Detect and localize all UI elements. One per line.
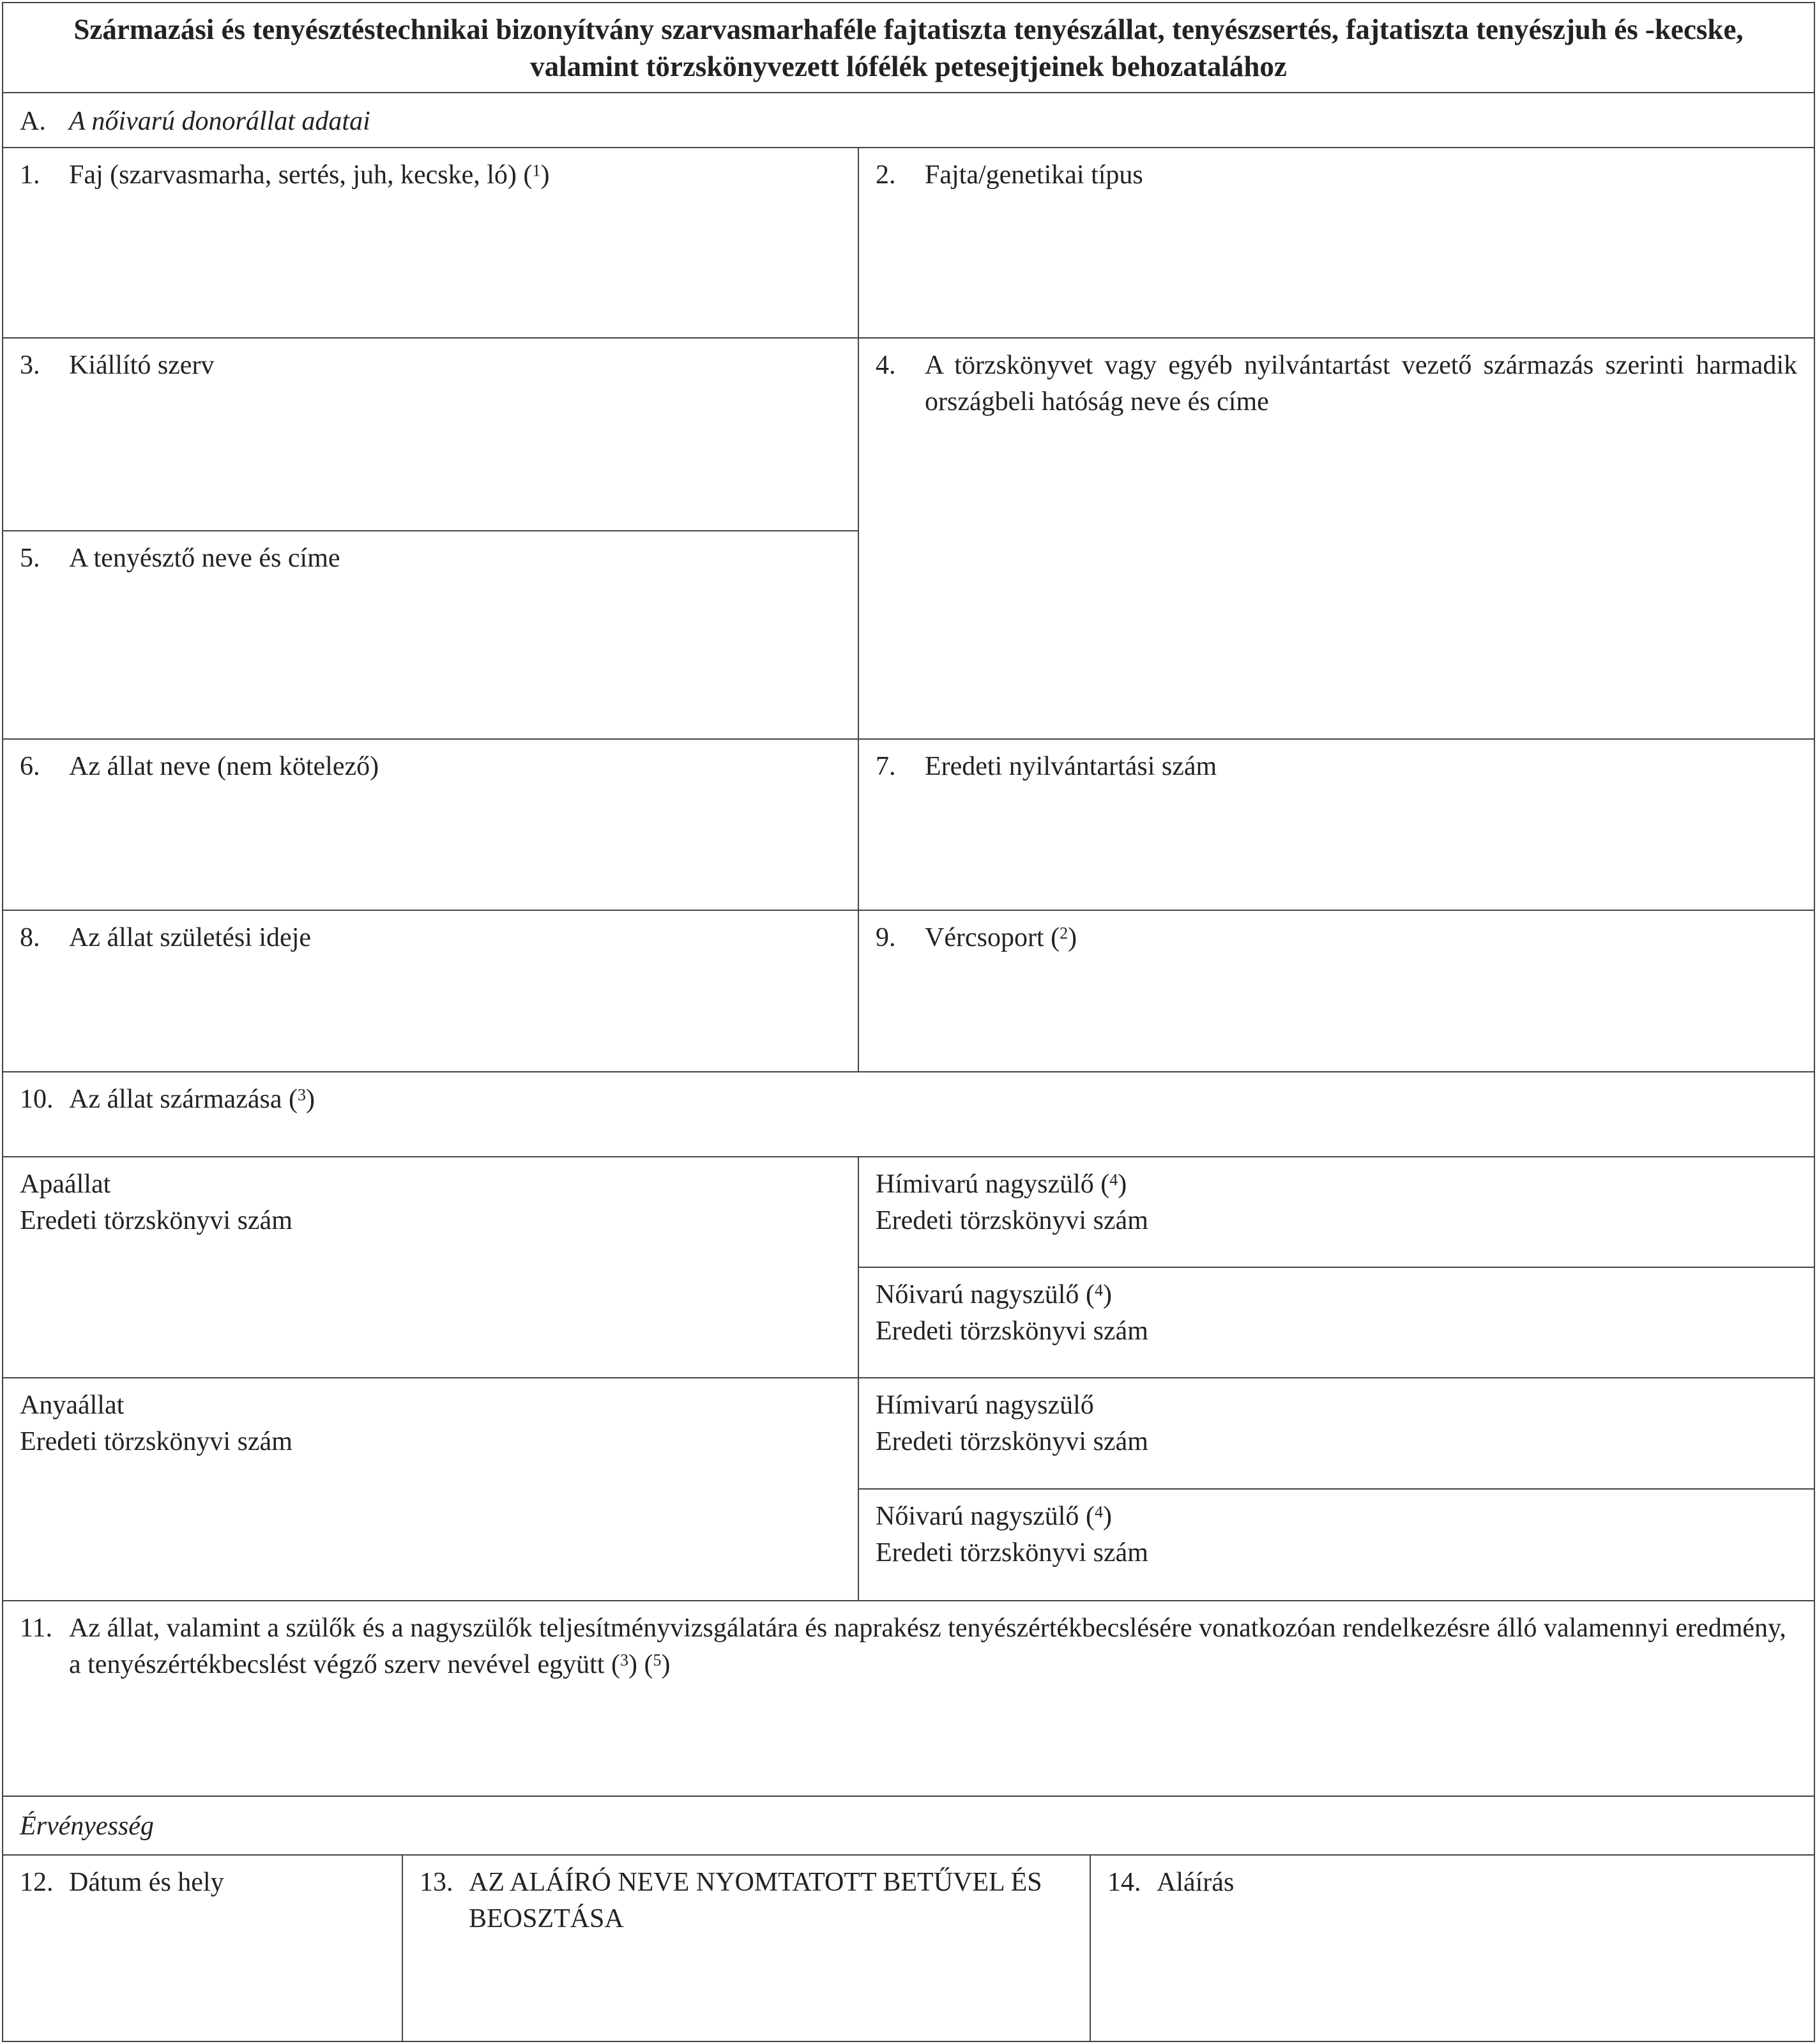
field-13-signatory[interactable] [402,1854,1091,2042]
validity-header [2,1796,1815,1856]
field-13-number: 13. [420,1868,453,1897]
field-11-number: 11. [20,1613,52,1643]
dam-registration-label: Eredeti törzskönyvi szám [20,1427,293,1456]
dam-cell[interactable] [2,1377,859,1601]
grandparent-2-cell[interactable]: Nőivarú nagyszülő ($^4$) Eredeti törzskönyvi szám [858,1267,1815,1378]
field-4-number: 4. [876,351,896,380]
field-8-number: 8. [20,923,40,952]
field-12-date-place[interactable] [2,1854,403,2042]
grandparent-2-label: Nőivarú nagyszülő [876,1280,1079,1309]
field-8-label: Az állat születési ideje [69,923,312,952]
section-a-number: A. [20,107,46,136]
field-6-animal-name[interactable] [2,738,859,911]
field-4-label: A törzskönyvet vagy egyéb nyilvántartást vezető származás szerinti harmadik országbeli hatóság neve és címe [925,351,1797,416]
field-5-number: 5. [20,544,40,573]
field-7-number: 7. [876,752,896,781]
footnote-ref: 1 [532,161,541,180]
field-10-label: Az állat származása [69,1085,282,1114]
field-10-number: 10. [20,1085,54,1114]
field-3-label: Kiállító szerv [69,351,215,380]
field-3-number: 3. [20,351,40,380]
page-title: Származási és tenyésztéstechnikai bizonyítvány szarvasmarhaféle fajtatiszta tenyészállat, tenyészsertés, fajtatiszta tenyészjuh és -kecske, valamint törzskönyvezett lófélék petesejtjeinek behozatalához [73,13,1744,82]
field-12-label: Dátum és hely [69,1868,224,1897]
section-a-title: A nőivarú donorállat adatai [69,107,370,136]
field-11-performance[interactable]: 11. Az állat, valamint a szülők és a nagyszülők teljesítményvizsgálatára és naprakész tenyészértékbecslésére vonatkozóan rendelkezésre álló valamennyi eredmény, a tenyészértékbecslést végző szerv nevével együtt ($^3$) ($^5$) [2,1600,1815,1797]
field-3-issuer[interactable] [2,337,859,531]
footnote-ref: 4 [1109,1170,1118,1189]
grandparent-3-registration-label: Eredeti törzskönyvi szám [876,1427,1148,1456]
grandparent-2-registration-label: Eredeti törzskönyvi szám [876,1316,1148,1346]
title-cell [2,2,1815,93]
field-6-number: 6. [20,752,40,781]
footnote-ref: 3 [620,1651,628,1670]
field-2-label: Fajta/genetikai típus [925,160,1143,190]
field-1-number: 1. [20,160,40,190]
field-10-pedigree: 10. Az állat származása ($^3$) [2,1071,1815,1157]
field-7-label: Eredeti nyilvántartási szám [925,752,1217,781]
field-4-authority[interactable] [858,337,1815,740]
field-14-signature[interactable] [1090,1854,1815,2042]
footnote-ref: 3 [297,1085,306,1104]
dam-label: Anyaállat [20,1391,125,1420]
field-9-blood-group[interactable]: 9. Vércsoport ($^2$) [858,910,1815,1072]
grandparent-4-label: Nőivarú nagyszülő [876,1502,1079,1531]
sire-registration-label: Eredeti törzskönyvi szám [20,1206,293,1235]
footnote-ref: 5 [653,1651,662,1670]
grandparent-3-cell[interactable] [858,1377,1815,1490]
grandparent-1-registration-label: Eredeti törzskönyvi szám [876,1206,1148,1235]
footnote-ref: 2 [1060,924,1068,943]
field-9-number: 9. [876,923,896,952]
field-14-number: 14. [1107,1868,1141,1897]
field-13-label: AZ ALÁÍRÓ NEVE NYOMTATOTT BETŰVEL ÉS BEOSZTÁSA [469,1868,1042,1933]
field-2-number: 2. [876,160,896,190]
footnote-ref: 4 [1094,1281,1103,1300]
sire-label: Apaállat [20,1170,111,1199]
field-7-registration-number[interactable] [858,738,1815,911]
field-5-breeder[interactable] [2,530,859,740]
section-a-header [2,92,1815,148]
field-1-label: Faj (szarvasmarha, sertés, juh, kecske, ló) [69,160,517,190]
field-2-breed[interactable] [858,147,1815,339]
grandparent-1-label: Hímivarú nagyszülő [876,1170,1094,1199]
sire-cell[interactable] [2,1156,859,1378]
field-5-label: A tenyésztő neve és címe [69,544,340,573]
field-9-label: Vércsoport [925,923,1044,952]
grandparent-4-registration-label: Eredeti törzskönyvi szám [876,1538,1148,1567]
field-12-number: 12. [20,1868,54,1897]
field-1-species[interactable]: 1. Faj (szarvasmarha, sertés, juh, kecske, ló) ($^1$) [2,147,859,339]
field-8-birth-date[interactable] [2,910,859,1072]
grandparent-1-cell[interactable]: Hímivarú nagyszülő ($^4$) Eredeti törzskönyvi szám [858,1156,1815,1268]
footnote-ref: 4 [1094,1502,1103,1522]
grandparent-3-label: Hímivarú nagyszülő [876,1391,1094,1420]
field-11-label: Az állat, valamint a szülők és a nagyszülők teljesítményvizsgálatára és naprakész tenyészértékbecslésére vonatkozóan rendelkezésre álló valamennyi eredmény, a tenyészértékbecslést végző szerv nevével együtt [69,1613,1786,1679]
field-6-label: Az állat neve (nem kötelező) [69,752,379,781]
validity-label: Érvényesség [20,1811,154,1841]
grandparent-4-cell[interactable]: Nőivarú nagyszülő ($^4$) Eredeti törzskönyvi szám [858,1488,1815,1601]
field-14-label: Aláírás [1157,1868,1235,1897]
